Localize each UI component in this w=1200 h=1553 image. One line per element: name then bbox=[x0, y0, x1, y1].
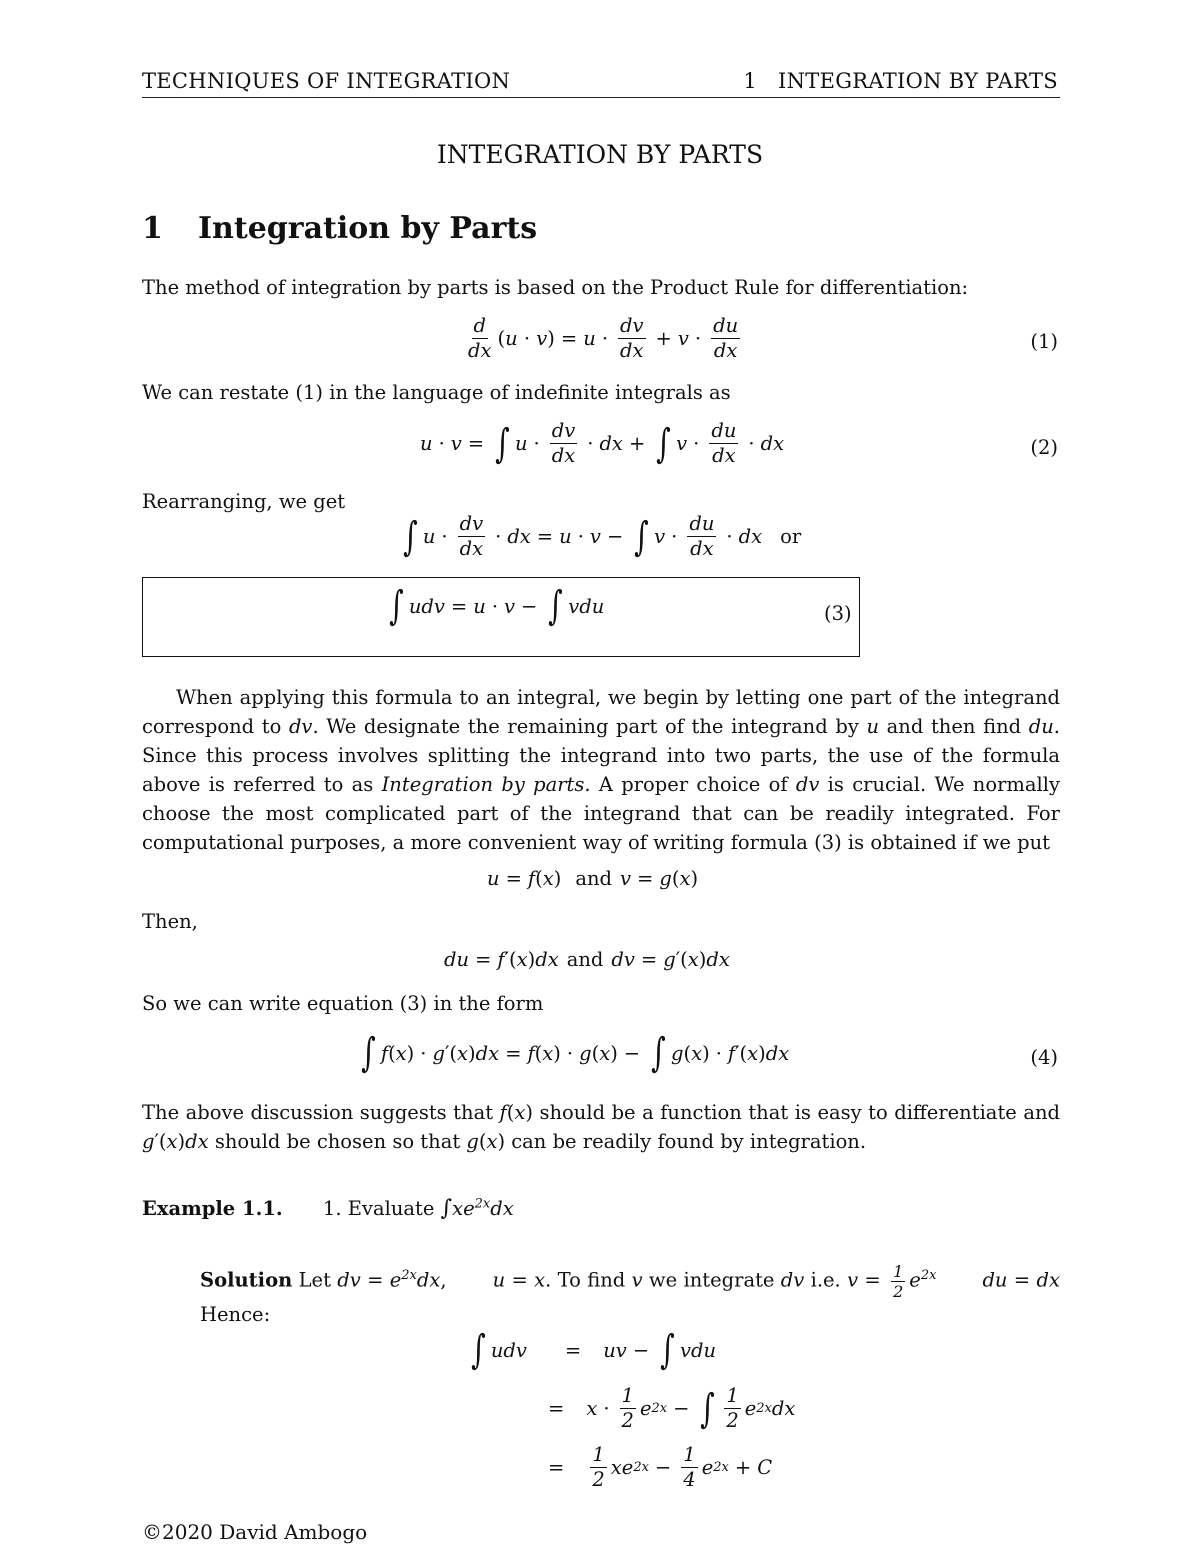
discussion-text-d: can be readily found by integration. bbox=[505, 1130, 867, 1153]
then-text: Then, bbox=[142, 910, 198, 933]
substitution-definitions: u = f ( x ) and v = g ( x ) bbox=[487, 867, 699, 890]
discussion-text-a: The above discussion suggests that bbox=[142, 1101, 500, 1124]
page-title: INTEGRATION BY PARTS bbox=[436, 140, 764, 169]
running-header-right: 1 INTEGRATION BY PARTS bbox=[743, 69, 1058, 93]
para-text-1: When applying this formula to an integral, we begin by letting one part of the integrand correspond to bbox=[142, 686, 1060, 738]
section-heading bbox=[142, 211, 537, 246]
and-word-1: and bbox=[575, 867, 613, 890]
header-rule bbox=[142, 97, 1060, 98]
copyright-footer: ©2020 David Ambogo bbox=[142, 1520, 368, 1544]
para-text-7: is crucial. We normally choose the most complicated part of the integrand that can be readily integrated. For computational purposes, a more convenient way of writing formula (3) is obtained if we put bbox=[142, 773, 1061, 854]
differential-definitions: du = f ′( x ) dx and dv = g ′( x ) dx bbox=[444, 948, 730, 971]
derivation-line-2: = x · $\frac{1}{2}$ e 2x − ∫ $\frac{1}{2}$ e 2x dx bbox=[548, 1384, 796, 1432]
solution-to-find: . To find bbox=[545, 1268, 632, 1292]
rearranging-text: Rearranging, we get bbox=[142, 490, 346, 513]
equation-3: ∫ udv = u · v − ∫ vdu bbox=[389, 583, 605, 629]
running-header-left: TECHNIQUES OF INTEGRATION bbox=[142, 69, 511, 93]
example-label: Example 1.1. bbox=[142, 1197, 283, 1220]
solution-paragraph: Solution Let dv = $e^{2x}dx$, u = x. To find v we integrate dv i.e. v = $\frac{1}{2}$ $e^{2x}$ du = dx Hence: bbox=[200, 1261, 1060, 1326]
equation-1: $\frac{d}{dx}$ (u · v) = u · $\frac{dv}{dx}$ + v · $\frac{du}{dx}$ bbox=[468, 314, 739, 362]
and-word-2: and bbox=[566, 948, 604, 971]
restate-text: We can restate (1) in the language of indefinite integrals as bbox=[142, 381, 731, 404]
solution-hence: Hence: bbox=[200, 1302, 271, 1326]
so-write-text: So we can write equation (3) in the form bbox=[142, 992, 544, 1015]
para-text-4: . Since this process involves splitting the integrand into two parts, the use of the formula above is referred to as bbox=[142, 715, 1060, 796]
para-text-6: A proper choice of bbox=[590, 773, 796, 796]
intro-text: The method of integration by parts is based on the Product Rule for differentiation: bbox=[142, 276, 969, 299]
equation-4: ∫ f ( x ) · g ′( x ) dx = f ( x ) · g ( x ) − ∫ g ( x ) · f ′( x ) dx bbox=[361, 1030, 790, 1076]
example-item: 1. Evaluate bbox=[322, 1197, 441, 1220]
discussion-text-b: should be a function that is easy to differentiate and bbox=[532, 1101, 1060, 1124]
equation-number-2: (2) bbox=[1030, 436, 1058, 459]
solution-ie: i.e. bbox=[804, 1268, 848, 1292]
explanation-paragraph: When applying this formula to an integral, we begin by letting one part of the integrand correspond to dv. We designate the remaining part of the integrand by u and then find du. Since this process involves splitting the integrand into two parts, the use of the formula above is referred to as Integration by parts. A proper choice of dv is crucial. We normally choose the most complicated part of the integrand that can be readily integrated. For computational purposes, a more convenient way of writing formula (3) is obtained if we put bbox=[142, 686, 1061, 854]
equation-number-3: (3) bbox=[824, 602, 852, 625]
solution-we-integrate: we integrate bbox=[642, 1268, 781, 1292]
derivation-line-1: ∫ udv = uv − ∫ vdu bbox=[471, 1327, 717, 1373]
discussion-text-c: should be chosen so that bbox=[208, 1130, 467, 1153]
para-text-2: . We designate the remaining part of the integrand by bbox=[312, 715, 867, 738]
para-text-3: and then find bbox=[879, 715, 1029, 738]
equation-2: u · v = ∫ u · $\frac{dv}{dx}$ · dx + ∫ v · $\frac{du}{dx}$ · dx bbox=[420, 419, 785, 467]
equation-rearranged: ∫ u · $\frac{dv}{dx}$ · dx = u · v − ∫ v · $\frac{du}{dx}$ · dx or bbox=[403, 512, 802, 560]
derivation-line-3: = $\frac{1}{2}$ xe 2x − $\frac{1}{4}$ e 2x + C bbox=[548, 1443, 773, 1491]
section-number: 1 bbox=[142, 211, 163, 246]
solution-label: Solution bbox=[200, 1268, 293, 1292]
solution-let: Let bbox=[292, 1268, 338, 1292]
equation-number-1: (1) bbox=[1030, 330, 1058, 353]
para-emphasis: Integration by parts. bbox=[381, 773, 591, 796]
example-heading: Example 1.1. 1. Evaluate $\int xe^{2x}dx$ bbox=[142, 1196, 514, 1221]
discussion-paragraph: The above discussion suggests that f(x) should be a function that is easy to differentiate and g′(x)dx should be chosen so that g(x) can be readily found by integration. bbox=[142, 1101, 1060, 1153]
equation-number-4: (4) bbox=[1030, 1046, 1058, 1069]
or-word: or bbox=[780, 525, 802, 548]
section-title: Integration by Parts bbox=[198, 211, 538, 246]
